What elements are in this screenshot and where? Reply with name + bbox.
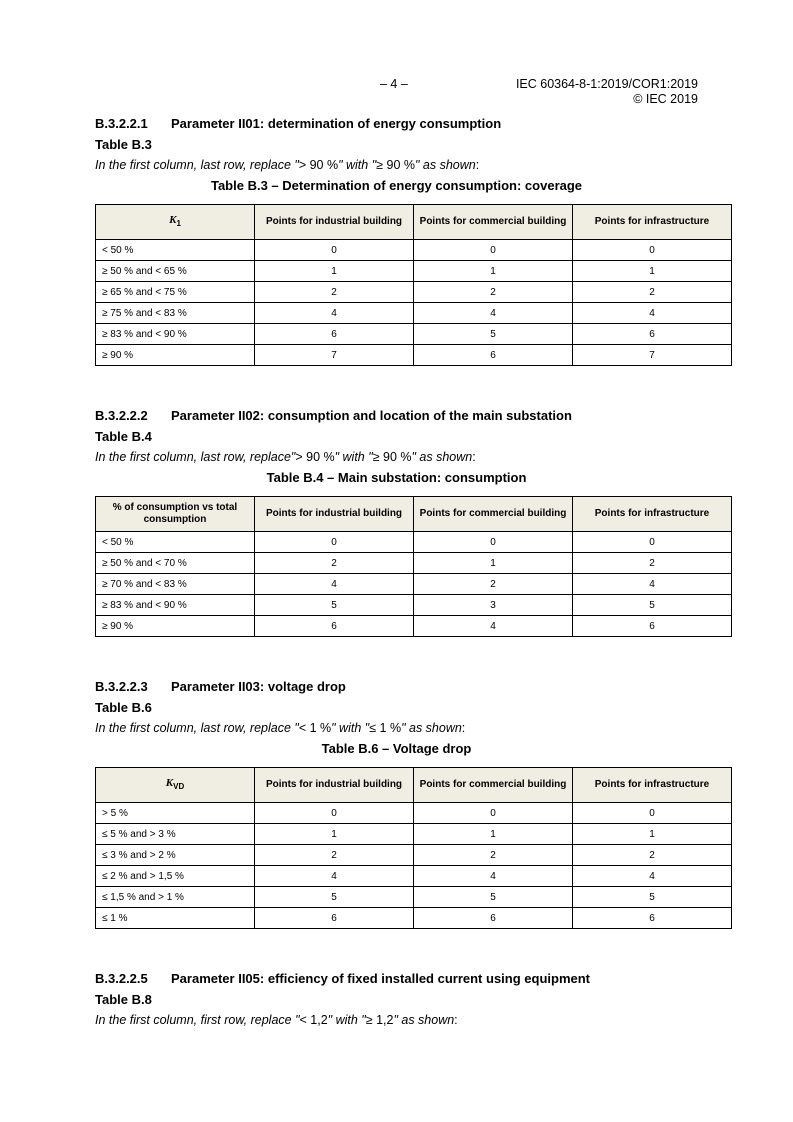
column-header: Points for infrastructure: [573, 497, 732, 532]
column-header: Points for industrial building: [255, 205, 414, 240]
points-cell: 2: [414, 845, 573, 866]
section-spacer: [95, 366, 698, 406]
amendment-section: [95, 677, 710, 969]
table-reference: Table B.6: [95, 700, 152, 715]
instruction-part: " as shown: [401, 721, 462, 735]
table-row: [96, 345, 732, 366]
clause-heading: [95, 114, 698, 134]
amendment-instruction: [95, 446, 698, 466]
table-row: [96, 261, 732, 282]
points-cell: 0: [414, 240, 573, 261]
points-cell: 6: [573, 324, 732, 345]
variable-subscript: 1: [176, 219, 181, 229]
instruction-part: > 90 %: [295, 450, 335, 464]
criterion-cell: ≥ 83 % and < 90 %: [96, 324, 255, 345]
points-cell: 2: [414, 574, 573, 595]
points-cell: 1: [414, 261, 573, 282]
variable-letter: K: [169, 213, 177, 226]
points-cell: 4: [255, 574, 414, 595]
table-row: [96, 803, 732, 824]
table-row: [96, 324, 732, 345]
points-cell: 0: [573, 803, 732, 824]
points-cell: 3: [414, 595, 573, 616]
points-cell: 4: [573, 303, 732, 324]
instruction-part: " with ": [331, 721, 370, 735]
points-cell: 0: [414, 803, 573, 824]
points-table: [95, 204, 732, 366]
points-cell: 2: [573, 845, 732, 866]
points-cell: 2: [414, 282, 573, 303]
table-row: [96, 282, 732, 303]
points-cell: 4: [414, 303, 573, 324]
criterion-cell: ≥ 50 % and < 65 %: [96, 261, 255, 282]
amendment-instruction: [95, 717, 698, 737]
criterion-cell: ≤ 1 %: [96, 908, 255, 929]
column-header-criterion: [96, 768, 255, 803]
criterion-cell: ≤ 2 % and > 1,5 %: [96, 866, 255, 887]
points-cell: 0: [255, 532, 414, 553]
criterion-cell: ≥ 65 % and < 75 %: [96, 282, 255, 303]
points-cell: 4: [414, 866, 573, 887]
table-title: Table B.3 – Determination of energy consumption: coverage: [210, 178, 583, 193]
table-header-row: [96, 768, 732, 803]
instruction-part: > 90 %: [298, 158, 339, 172]
instruction-part: < 1 %: [298, 721, 332, 735]
points-cell: 4: [255, 303, 414, 324]
points-cell: 4: [573, 574, 732, 595]
standard-id: IEC 60364-8-1:2019/COR1:2019: [515, 77, 698, 91]
section-spacer: [95, 637, 698, 677]
instruction-part: In the first column, first row, replace ": [95, 1013, 300, 1027]
points-cell: 0: [573, 240, 732, 261]
instruction-part: :: [461, 721, 466, 735]
points-cell: 7: [255, 345, 414, 366]
points-cell: 2: [573, 282, 732, 303]
table-row: [96, 866, 732, 887]
criterion-cell: ≥ 70 % and < 83 %: [96, 574, 255, 595]
points-cell: 1: [414, 824, 573, 845]
table-row: [96, 616, 732, 637]
criterion-cell: ≤ 1,5 % and > 1 %: [96, 887, 255, 908]
clause-title: Parameter II02: consumption and location of the main substation: [171, 408, 572, 423]
criterion-cell: > 5 %: [96, 803, 255, 824]
clause-number: B.3.2.2.1: [95, 116, 148, 131]
column-header: Points for industrial building: [255, 497, 414, 532]
variable-letter: K: [165, 776, 174, 789]
table-header-row: [96, 497, 732, 532]
instruction-part: :: [454, 1013, 458, 1027]
amendment-instruction: [95, 154, 698, 174]
points-cell: 2: [255, 553, 414, 574]
table-row: [96, 595, 732, 616]
instruction-part: " with ": [327, 1013, 366, 1027]
table-reference: Table B.4: [95, 429, 152, 444]
instruction-part: < 1,2: [299, 1013, 328, 1027]
instruction-part: In the first column, last row, replace ": [95, 721, 299, 735]
amendment-section: [95, 114, 710, 406]
criterion-cell: ≥ 75 % and < 83 %: [96, 303, 255, 324]
criterion-cell: < 50 %: [96, 240, 255, 261]
points-cell: 1: [255, 824, 414, 845]
clause-number: B.3.2.2.3: [95, 679, 148, 694]
table-row: [96, 303, 732, 324]
clause-title: Parameter II01: determination of energy consumption: [171, 116, 502, 131]
table-reference: Table B.8: [95, 992, 152, 1007]
points-cell: 5: [414, 324, 573, 345]
points-cell: 6: [255, 324, 414, 345]
criterion-cell: ≥ 90 %: [96, 616, 255, 637]
criterion-cell: ≥ 50 % and < 70 %: [96, 553, 255, 574]
points-table: [95, 767, 732, 929]
section-spacer: [95, 929, 698, 969]
variable-symbol: [165, 776, 185, 792]
points-cell: 6: [255, 908, 414, 929]
column-header-criterion: % of consumption vs total consumption: [96, 497, 255, 532]
instruction-part: ≤ 1 %: [369, 721, 402, 735]
points-cell: 5: [255, 887, 414, 908]
column-header: Points for infrastructure: [573, 205, 732, 240]
instruction-part: ≥ 1,2: [365, 1013, 394, 1027]
instruction-part: " as shown: [414, 158, 476, 172]
clause-heading: [95, 406, 698, 426]
clause-heading: [95, 969, 698, 989]
instruction-part: ≥ 90 %: [376, 158, 415, 172]
points-cell: 6: [573, 908, 732, 929]
points-cell: 1: [573, 824, 732, 845]
variable-symbol: [169, 213, 181, 229]
table-row: [96, 574, 732, 595]
points-cell: 5: [573, 595, 732, 616]
column-header: Points for industrial building: [255, 768, 414, 803]
points-cell: 1: [573, 261, 732, 282]
clause-title: Parameter II03: voltage drop: [171, 679, 346, 694]
clause-heading: [95, 677, 698, 697]
points-cell: 7: [573, 345, 732, 366]
points-cell: 4: [573, 866, 732, 887]
criterion-cell: ≤ 5 % and > 3 %: [96, 824, 255, 845]
instruction-part: " with ": [338, 158, 377, 172]
instruction-part: :: [475, 158, 480, 172]
points-cell: 6: [414, 345, 573, 366]
table-row: [96, 553, 732, 574]
points-cell: 5: [573, 887, 732, 908]
instruction-part: In the first column, last row, replace": [95, 450, 296, 464]
points-cell: 0: [255, 803, 414, 824]
instruction-part: " with ": [334, 450, 373, 464]
column-header: Points for commercial building: [414, 497, 573, 532]
amendment-instruction: [95, 1009, 698, 1029]
points-cell: 0: [255, 240, 414, 261]
criterion-cell: ≥ 90 %: [96, 345, 255, 366]
column-header: Points for commercial building: [414, 205, 573, 240]
column-header-criterion: [96, 205, 255, 240]
table-title: Table B.6 – Voltage drop: [321, 741, 472, 756]
column-header: Points for infrastructure: [573, 768, 732, 803]
points-cell: 2: [255, 845, 414, 866]
points-table: [95, 496, 732, 637]
page-number: – 4 –: [380, 77, 408, 91]
clause-number: B.3.2.2.5: [95, 971, 148, 986]
criterion-cell: ≥ 83 % and < 90 %: [96, 595, 255, 616]
instruction-part: :: [472, 450, 476, 464]
document-body: [95, 114, 710, 1029]
table-row: [96, 240, 732, 261]
points-cell: 6: [573, 616, 732, 637]
table-row: [96, 824, 732, 845]
points-cell: 4: [255, 866, 414, 887]
points-cell: 5: [255, 595, 414, 616]
points-cell: 2: [573, 553, 732, 574]
column-header: Points for commercial building: [414, 768, 573, 803]
points-cell: 5: [414, 887, 573, 908]
clause-number: B.3.2.2.2: [95, 408, 148, 423]
criterion-cell: ≤ 3 % and > 2 %: [96, 845, 255, 866]
instruction-part: " as shown: [393, 1013, 455, 1027]
variable-subscript: VD: [173, 782, 185, 792]
table-row: [96, 532, 732, 553]
instruction-part: " as shown: [411, 450, 473, 464]
points-cell: 0: [414, 532, 573, 553]
table-row: [96, 887, 732, 908]
points-cell: 0: [573, 532, 732, 553]
amendment-section: [95, 969, 698, 1029]
table-reference: Table B.3: [95, 137, 152, 152]
table-row: [96, 908, 732, 929]
table-row: [96, 845, 732, 866]
amendment-section: [95, 406, 710, 677]
points-cell: 2: [255, 282, 414, 303]
criterion-cell: < 50 %: [96, 532, 255, 553]
copyright: © IEC 2019: [633, 92, 698, 106]
points-cell: 4: [414, 616, 573, 637]
points-cell: 6: [255, 616, 414, 637]
points-cell: 1: [414, 553, 573, 574]
table-header-row: [96, 205, 732, 240]
clause-title: Parameter II05: efficiency of fixed installed current using equipment: [171, 971, 591, 986]
points-cell: 1: [255, 261, 414, 282]
points-cell: 6: [414, 908, 573, 929]
instruction-part: ≥ 90 %: [372, 450, 412, 464]
standard-reference: [516, 77, 698, 107]
table-title: Table B.4 – Main substation: consumption: [266, 470, 527, 485]
instruction-part: In the first column, last row, replace ": [95, 158, 299, 172]
